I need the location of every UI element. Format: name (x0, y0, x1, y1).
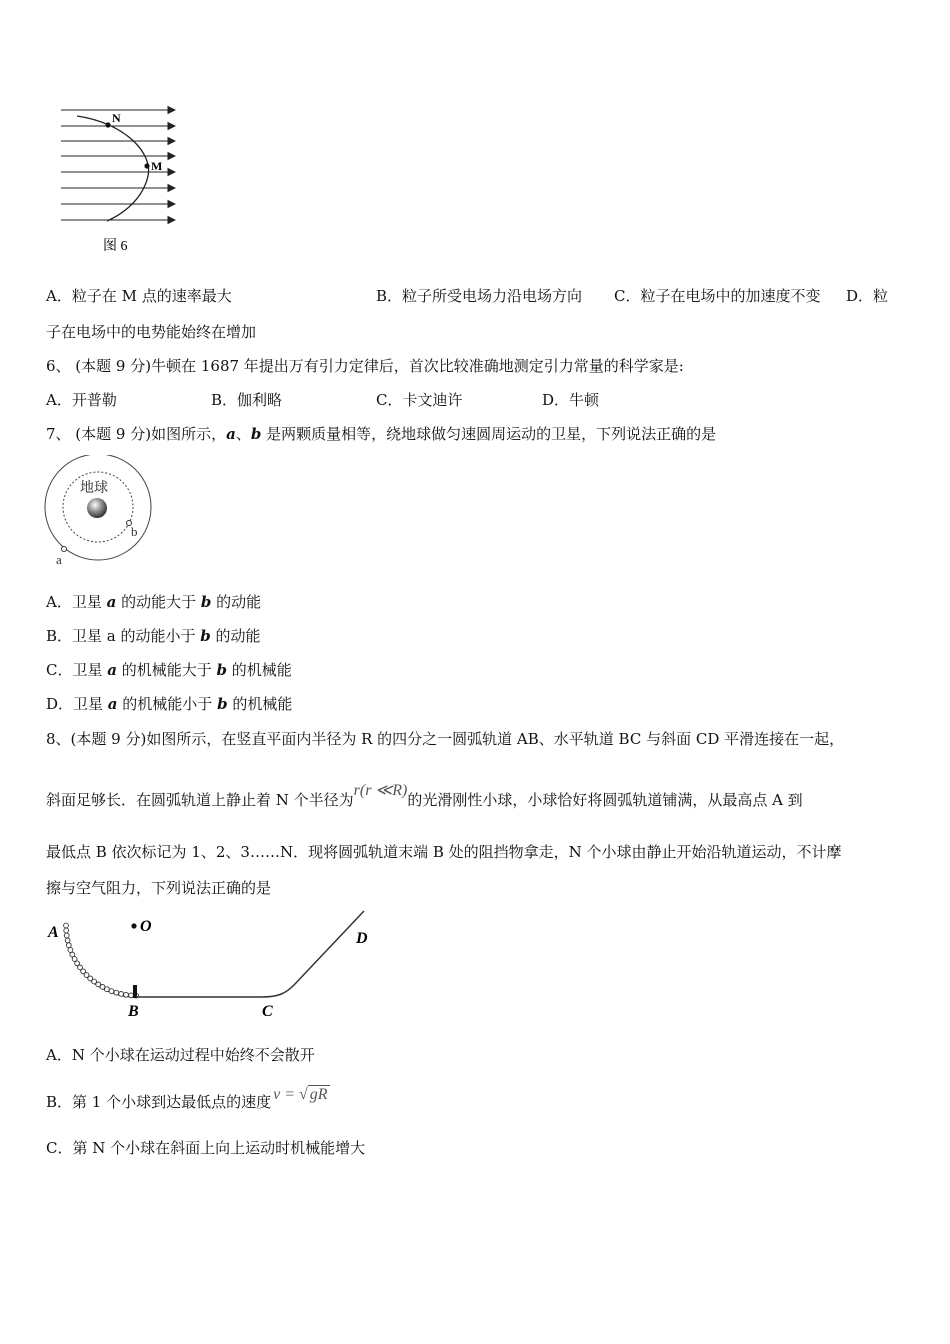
q8-stem-line-1: 8、(本题 9 分)如图所示，在竖直平面内半径为 R 的四分之一圆弧轨道 AB、水平轨道 BC 与斜面 CD 平滑连接在一起， (46, 730, 845, 748)
track-ball (109, 989, 114, 994)
q7-opt-c-t5: 的机械能 (227, 661, 292, 679)
track-ball (68, 948, 73, 953)
center-o-dot (131, 923, 136, 928)
track-ball (64, 933, 69, 938)
track-ball (65, 938, 70, 943)
q7-opt-b-t3: 的动能 (210, 627, 261, 645)
q6-option-a: A．开普勒 (46, 391, 117, 409)
q8-stem-line-2 (46, 782, 803, 811)
q7-var-b: b (250, 425, 262, 443)
q7-opt-a-t5: 的动能 (211, 593, 262, 611)
q5-option-d-start: D．粒 (846, 287, 889, 305)
satellite-a-label: a (56, 552, 62, 567)
q8-stem-line-3: 最低点 B 依次标记为 1、2、3……N．现将圆弧轨道末端 B 处的阻挡物拿走，N 个小球由静止开始沿轨道运动，不计摩 (46, 843, 842, 861)
q5-option-c: C．粒子在电场中的加速度不变 (614, 287, 821, 305)
point-a-label: A (48, 924, 59, 941)
q8-radius-formula: r(r ≪R) (353, 782, 408, 799)
q8-line2-pre: 斜面足够长．在圆弧轨道上静止着 N 个半径为 (46, 791, 354, 809)
q7-opt-d-t4: b (217, 695, 228, 713)
q7-opt-b-t1: B．卫星 a 的动能小于 (46, 627, 201, 645)
point-o-label: O (140, 918, 152, 935)
q8-speed-root: gR (309, 1086, 328, 1103)
q5-option-d-end: 子在电场中的电势能始终在增加 (46, 323, 257, 341)
q8-option-a: A．N 个小球在运动过程中始终不会散开 (46, 1046, 315, 1064)
q6-option-d: D．牛顿 (542, 391, 600, 409)
point-b-label: B (128, 1003, 139, 1020)
q7-option-b (46, 626, 261, 646)
q7-opt-a-t1: A．卫星 (46, 593, 107, 611)
track-ball (66, 943, 71, 948)
q7-stem (46, 424, 716, 444)
q7-option-d (46, 694, 292, 714)
earth-icon (87, 498, 107, 518)
figure-6-field-lines (55, 98, 185, 258)
q7-stem-suffix: 是两颗质量相等，绕地球做匀速圆周运动的卫星，下列说法正确的是 (261, 425, 717, 443)
q7-opt-a-t3: 的动能大于 (116, 593, 201, 611)
track-ball (129, 993, 134, 998)
q5-option-a: A．粒子在 M 点的速率最大 (46, 287, 232, 305)
point-m-dot (144, 163, 149, 168)
q7-opt-c-t4: b (216, 661, 228, 679)
q7-opt-d-t1: D．卫星 (46, 695, 108, 713)
q7-option-a (46, 592, 261, 612)
point-n-label: N (112, 111, 121, 125)
satellite-b-label: b (131, 524, 138, 539)
track-ball (64, 923, 69, 928)
q6-option-b: B．伽利略 (211, 391, 283, 409)
point-m-label: M (151, 159, 163, 173)
q7-sep: 、 (235, 425, 251, 443)
track-ball (105, 987, 110, 992)
q7-opt-d-t3: 的机械能小于 (117, 695, 218, 713)
q7-opt-c-t2: a (107, 661, 117, 679)
q7-opt-d-t2: a (107, 695, 118, 713)
q8-line2-post: 的光滑刚性小球，小球恰好将圆弧轨道铺满，从最高点 A 到 (407, 791, 803, 809)
track-ball (124, 992, 129, 997)
q7-stem-prefix: 7、 (本题 9 分)如图所示， (46, 425, 227, 443)
q7-opt-c-t3: 的机械能大于 (116, 661, 217, 679)
point-d-label: D (356, 930, 368, 947)
track-ball (114, 990, 119, 995)
q8-speed-v: v = (273, 1086, 296, 1103)
q7-opt-d-t5: 的机械能 (227, 695, 293, 713)
q7-option-c (46, 660, 292, 680)
q8-option-b (46, 1086, 330, 1113)
q7-opt-c-t1: C．卫星 (46, 661, 108, 679)
q8-option-c: C．第 N 个小球在斜面上向上运动时机械能增大 (46, 1139, 366, 1157)
q8-speed-formula: v = √ gR (273, 1086, 328, 1103)
track-ball (119, 992, 124, 997)
point-c-label: C (262, 1003, 273, 1020)
earth-label: 地球 (80, 481, 108, 496)
blocker-at-b (133, 985, 137, 998)
q7-var-a: a (226, 425, 236, 443)
figure-6-caption: 图 6 (103, 239, 128, 254)
q7-opt-a-t2: a (106, 593, 117, 611)
q5-option-b: B．粒子所受电场力沿电场方向 (376, 287, 583, 305)
q7-orbit-figure (40, 455, 160, 570)
q7-opt-a-t4: b (200, 593, 212, 611)
q7-opt-b-t2: b (200, 627, 211, 645)
satellite-a-icon (62, 547, 67, 552)
q6-option-c: C．卡文迪许 (376, 391, 463, 409)
point-n-dot (105, 122, 110, 127)
track-ball (64, 928, 69, 933)
q8-track-figure (44, 905, 384, 1025)
q8-opt-b-text: B．第 1 个小球到达最低点的速度 (46, 1093, 272, 1111)
q8-stem-line-4: 擦与空气阻力，下列说法正确的是 (46, 879, 272, 897)
q6-stem: 6、 (本题 9 分)牛顿在 1687 年提出万有引力定律后，首次比较准确地测定引力常量的科学家是: (46, 357, 684, 375)
